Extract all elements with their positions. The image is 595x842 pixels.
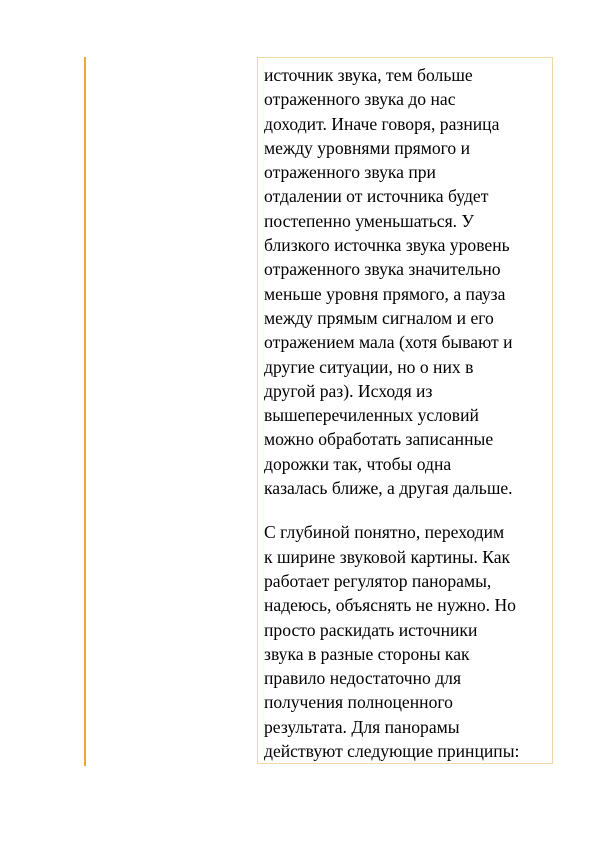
text-line: отраженного звука значительно xyxy=(264,259,501,280)
paragraph-spacer xyxy=(264,500,546,520)
text-line: доходит. Иначе говоря, разница xyxy=(264,113,500,134)
text-line: близкого источнка звука уровень xyxy=(264,235,510,256)
text-line: просто раскидать источники xyxy=(264,619,478,640)
text-line: результата. Для панорамы xyxy=(264,716,460,737)
text-frame xyxy=(257,57,553,764)
text-line: действуют следующие принципы: xyxy=(264,741,520,762)
text-line: надеюсь, объяснять не нужно. Но xyxy=(264,595,516,616)
text-line: получения полноценного xyxy=(264,692,453,713)
text-line: С глубиной понятно, переходим xyxy=(264,522,505,543)
text-line: источник звука, тем больше xyxy=(264,65,473,85)
paragraph-2 xyxy=(264,520,546,763)
text-line: отраженного звука до нас xyxy=(264,89,456,110)
text-line: отраженного звука при xyxy=(264,162,436,183)
text-line: можно обработать записанные xyxy=(264,429,494,450)
text-line: меньше уровня прямого, а пауза xyxy=(264,283,506,304)
text-line: казалась ближе, а другая дальше. xyxy=(264,478,513,499)
text-line: вышеперечиленных условий xyxy=(264,405,479,426)
text-line: постепенно уменьшаться. У xyxy=(264,210,474,231)
text-line: другие ситуации, но о них в xyxy=(264,356,474,377)
text-line: звука в разные стороны как xyxy=(264,643,470,664)
text-line: между уровнями прямого и xyxy=(264,137,471,158)
paragraph-1 xyxy=(264,63,546,500)
text-line: дорожки так, чтобы одна xyxy=(264,453,452,474)
margin-rule xyxy=(84,57,86,766)
text-line: отдалении от источника будет xyxy=(264,186,489,207)
text-line: к ширине звуковой картины. Как xyxy=(264,546,511,567)
text-line: отражением мала (хотя бывают и xyxy=(264,332,513,353)
text-line: правило недостаточно для xyxy=(264,668,462,689)
text-line: между прямым сигналом и его xyxy=(264,307,494,328)
text-line: другой раз). Исходя из xyxy=(264,380,433,401)
text-line: работает регулятор панорамы, xyxy=(264,570,492,591)
